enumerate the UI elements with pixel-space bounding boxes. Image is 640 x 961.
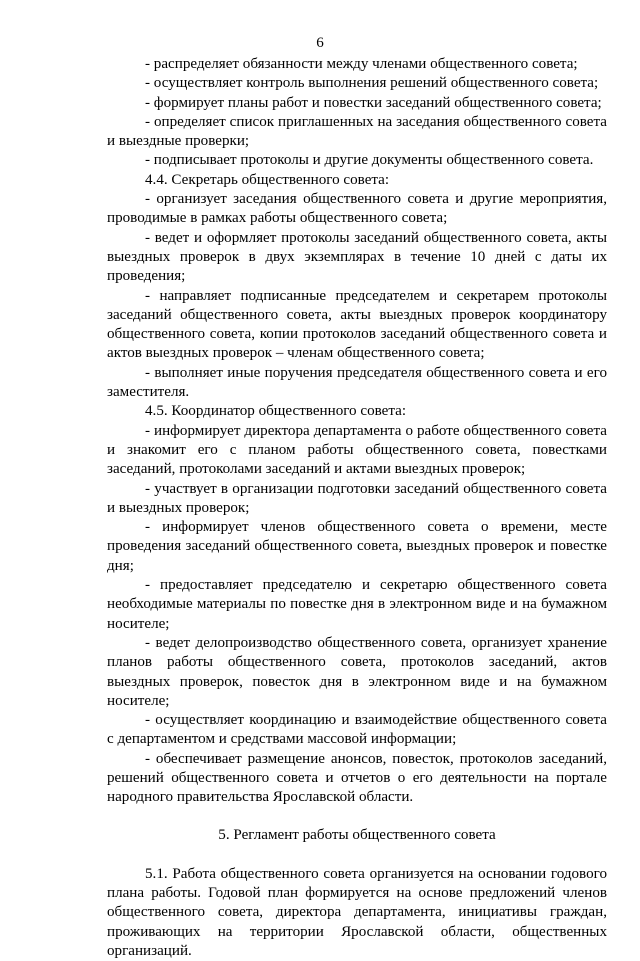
paragraph: - осуществляет координацию и взаимодействие общественного совета с департаментом и средствами массовой информации; xyxy=(107,712,607,748)
paragraph: - организует заседания общественного совета и другие мероприятия, проводимые в рамках работы общественного совета; xyxy=(107,191,607,227)
paragraph: - подписывает протоколы и другие документы общественного совета. xyxy=(145,152,594,169)
paragraph: - определяет список приглашенных на заседания общественного совета и выездные проверки; xyxy=(107,113,607,150)
paragraph: - направляет подписанные председателем и секретарем протоколы заседаний общественного совета, акты выездных проверок координатору общественного совета, копии протоколов заседаний общественного совета и актов выездных проверок – членам общественного совета; xyxy=(107,287,607,362)
clause-heading-4-4: 4.4. Секретарь общественного совета: xyxy=(145,171,390,188)
paragraph: 5.1. Работа общественного совета организуется на основании годового плана работы. Годовой план формируется на основе предложений членов общественного совета, директора департамента, инициативы граждан, проживающих на территории Ярославской области, общественных организаций. xyxy=(107,865,607,960)
paragraph: - ведет делопроизводство общественного совета, организует хранение планов работы общественного совета, протоколов заседаний, актов выездных проверок, повесток дня в электронном виде и на бумажном носителе; xyxy=(107,634,607,709)
paragraph: - обеспечивает размещение анонсов, повесток, протоколов заседаний, решений общественного совета и отчетов о его деятельности на портале народного правительства Ярославской области. xyxy=(107,750,607,806)
section-heading: 5. Регламент работы общественного совета xyxy=(218,826,496,843)
paragraph: - информирует членов общественного совета о времени, месте проведения заседаний общественного совета, выездных проверок и повестке дня; xyxy=(107,519,607,574)
paragraph: - формирует планы работ и повестки заседаний общественного совета; xyxy=(145,94,602,111)
paragraph: - выполняет иные поручения председателя общественного совета и его заместителя. xyxy=(107,364,607,401)
paragraph: - предоставляет председателю и секретарю общественного совета необходимые материалы по повестке дня в электронном виде и на бумажном носителе; xyxy=(107,577,607,632)
document-body xyxy=(107,55,607,961)
paragraph: - осуществляет контроль выполнения решений общественного совета; xyxy=(145,75,599,92)
paragraph: - распределяет обязанности между членами общественного совета; xyxy=(145,56,578,72)
paragraph: - информирует директора департамента о работе общественного совета и знакомит его с планом работы общественного совета, повестками заседаний, протоколами заседаний и актами выездных проверок; xyxy=(107,422,607,478)
clause-heading-4-5: 4.5. Координатор общественного совета: xyxy=(145,403,407,420)
paragraph: - ведет и оформляет протоколы заседаний общественного совета, акты выездных проверок в двух экземплярах в течение 10 дней с даты их проведения; xyxy=(107,229,607,285)
paragraph: - участвует в организации подготовки заседаний общественного совета и выездных проверок; xyxy=(107,480,607,516)
page-number: 6 xyxy=(316,35,324,51)
